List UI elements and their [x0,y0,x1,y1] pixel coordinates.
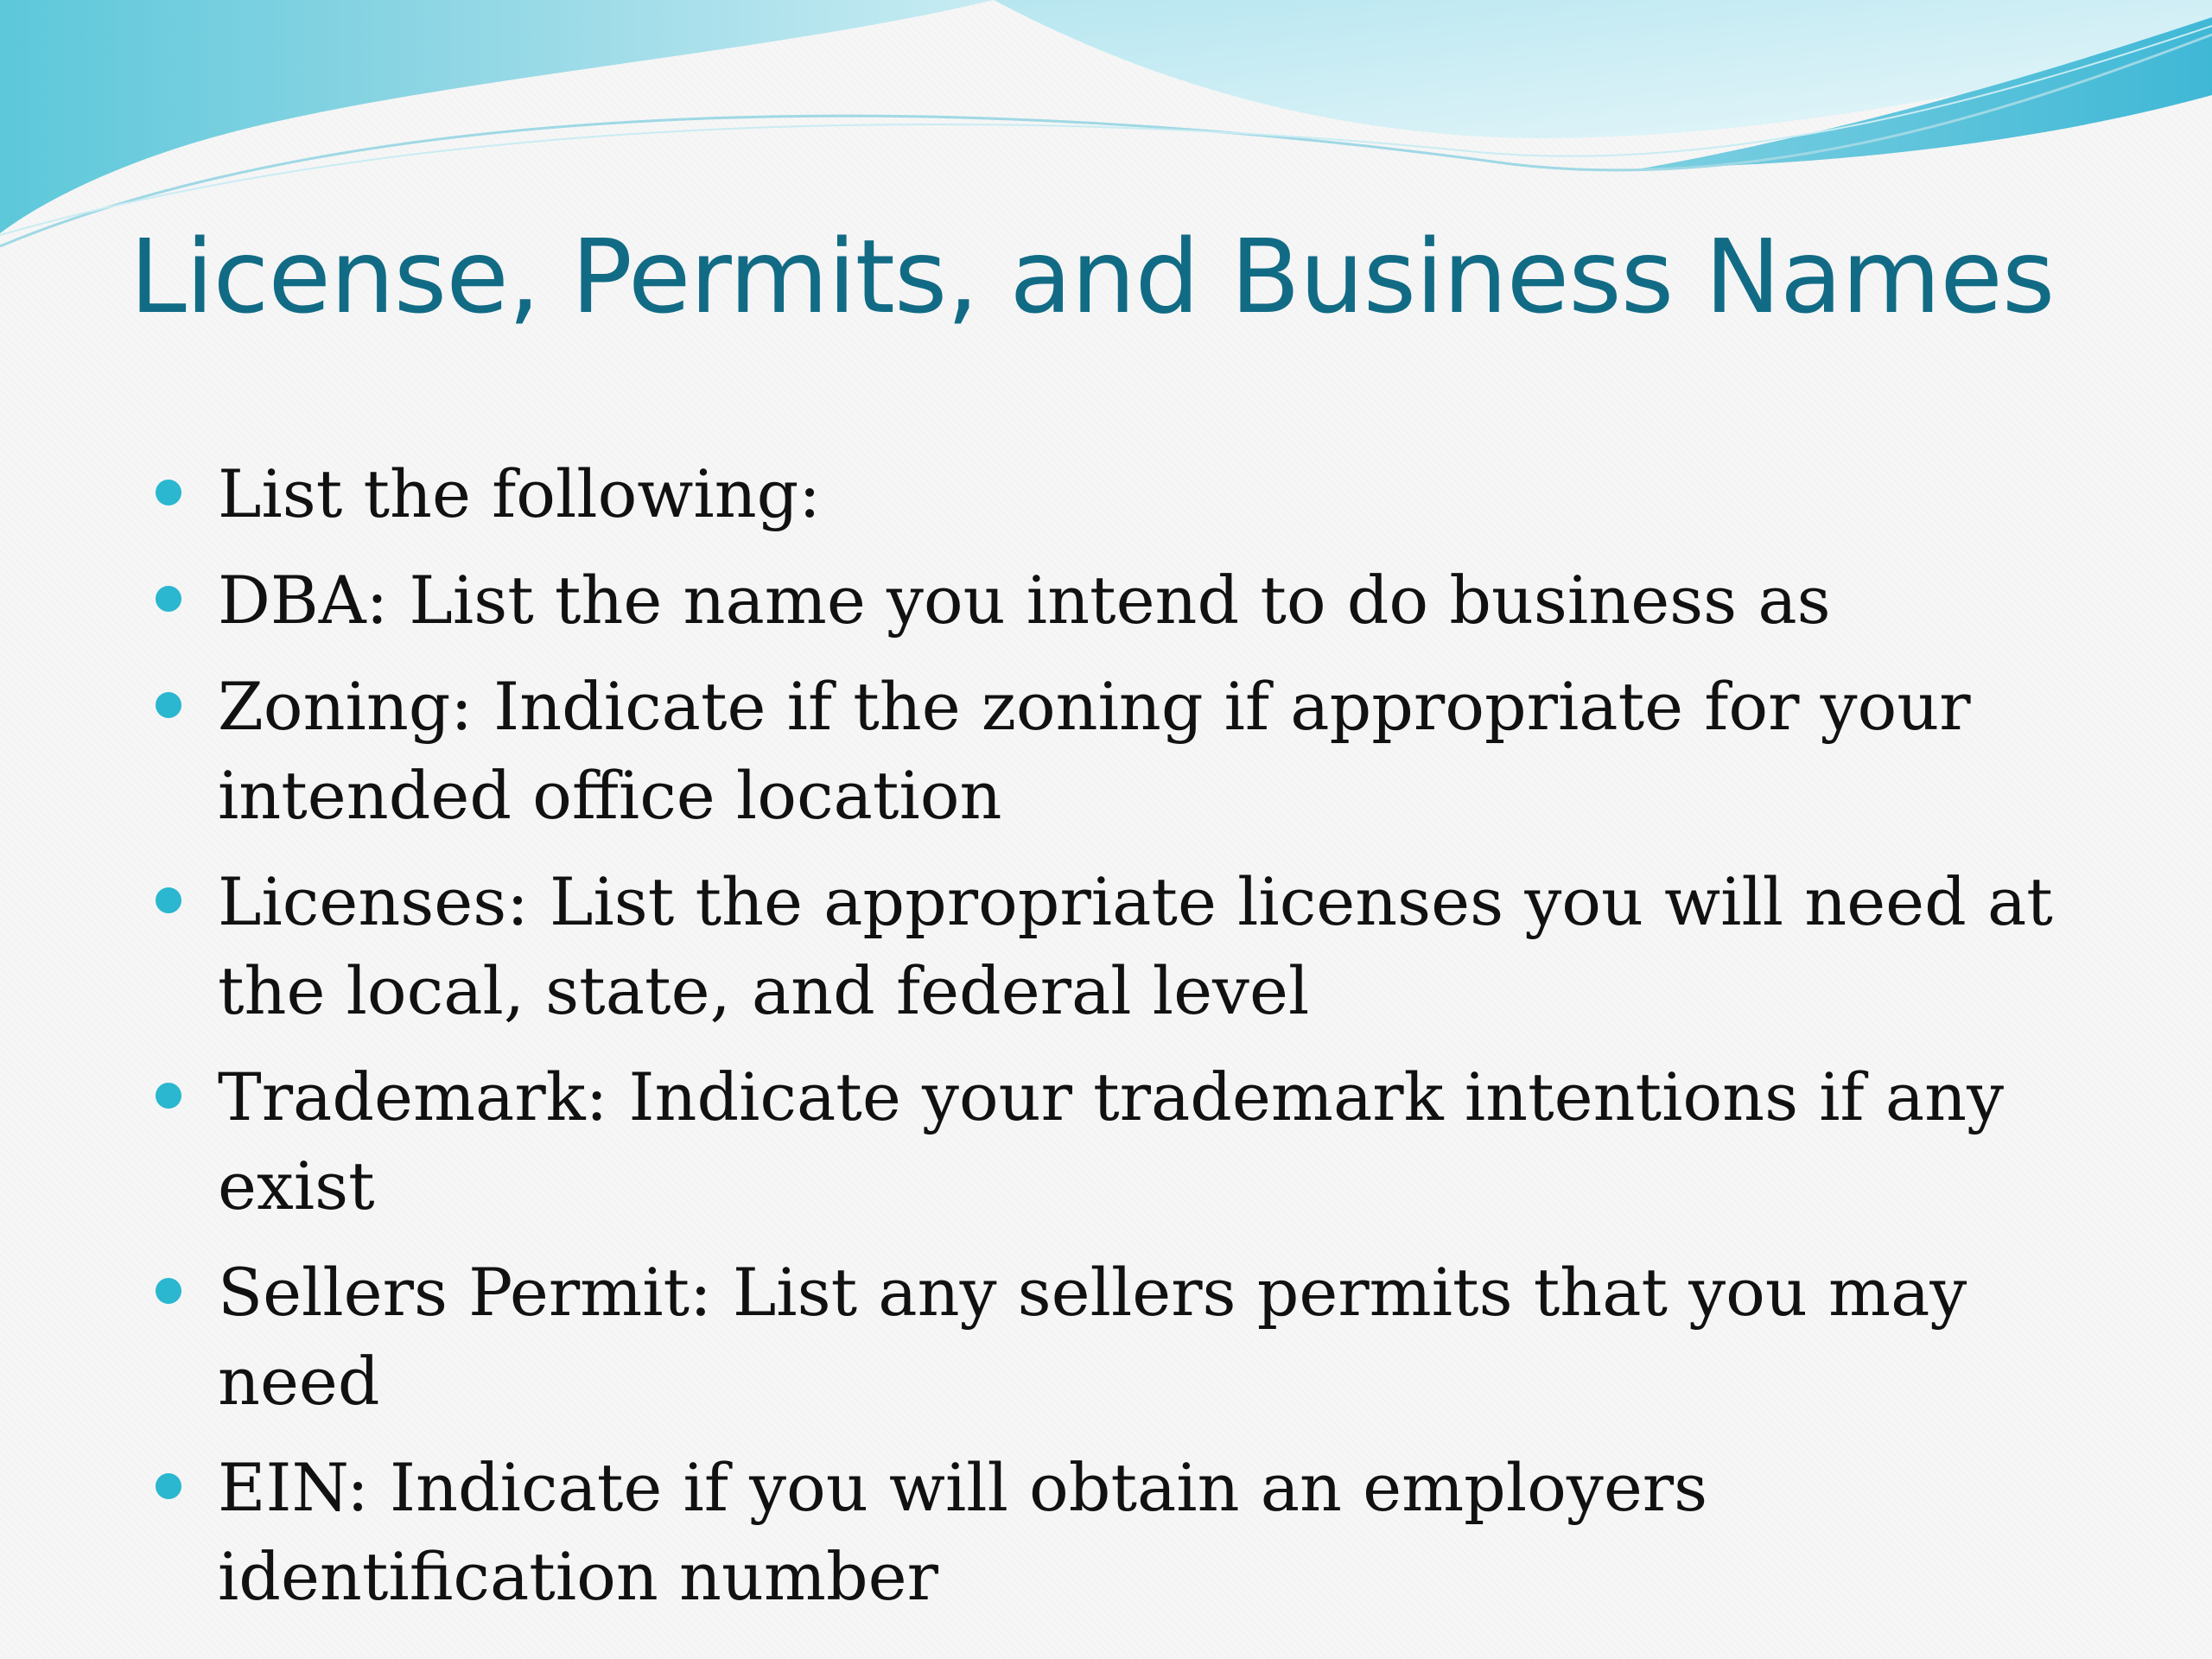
bullet-list [147,449,2100,1638]
bullet-text: EIN: Indicate if you will obtain an employers identification number [218,1449,1708,1615]
list-item [147,857,2100,1035]
list-item [147,1248,2100,1426]
bullet-text: Trademark: Indicate your trademark intentions if any exist [218,1058,2005,1224]
list-item [147,1443,2100,1621]
bullet-text: List the following: [218,455,821,532]
bullet-dot-icon [156,1473,181,1499]
bullet-text: Zoning: Indicate if the zoning if appropriate for your intended office location [218,668,1971,834]
bullet-dot-icon [156,1083,181,1109]
bullet-dot-icon [156,586,181,612]
bullet-text: DBA: List the name you intend to do business as [218,562,1831,639]
bullet-text: Licenses: List the appropriate licenses you will need at the local, state, and federal level [218,863,2053,1029]
list-item [147,449,2100,538]
list-item [147,556,2100,645]
bullet-text: Sellers Permit: List any sellers permits that you may need [218,1254,1967,1420]
bullet-dot-icon [156,1278,181,1304]
list-item [147,662,2100,840]
bullet-dot-icon [156,480,181,505]
bullet-dot-icon [156,692,181,718]
list-item [147,1052,2100,1230]
slide-title: License, Permits, and Business Names [130,217,2055,336]
bullet-dot-icon [156,887,181,913]
